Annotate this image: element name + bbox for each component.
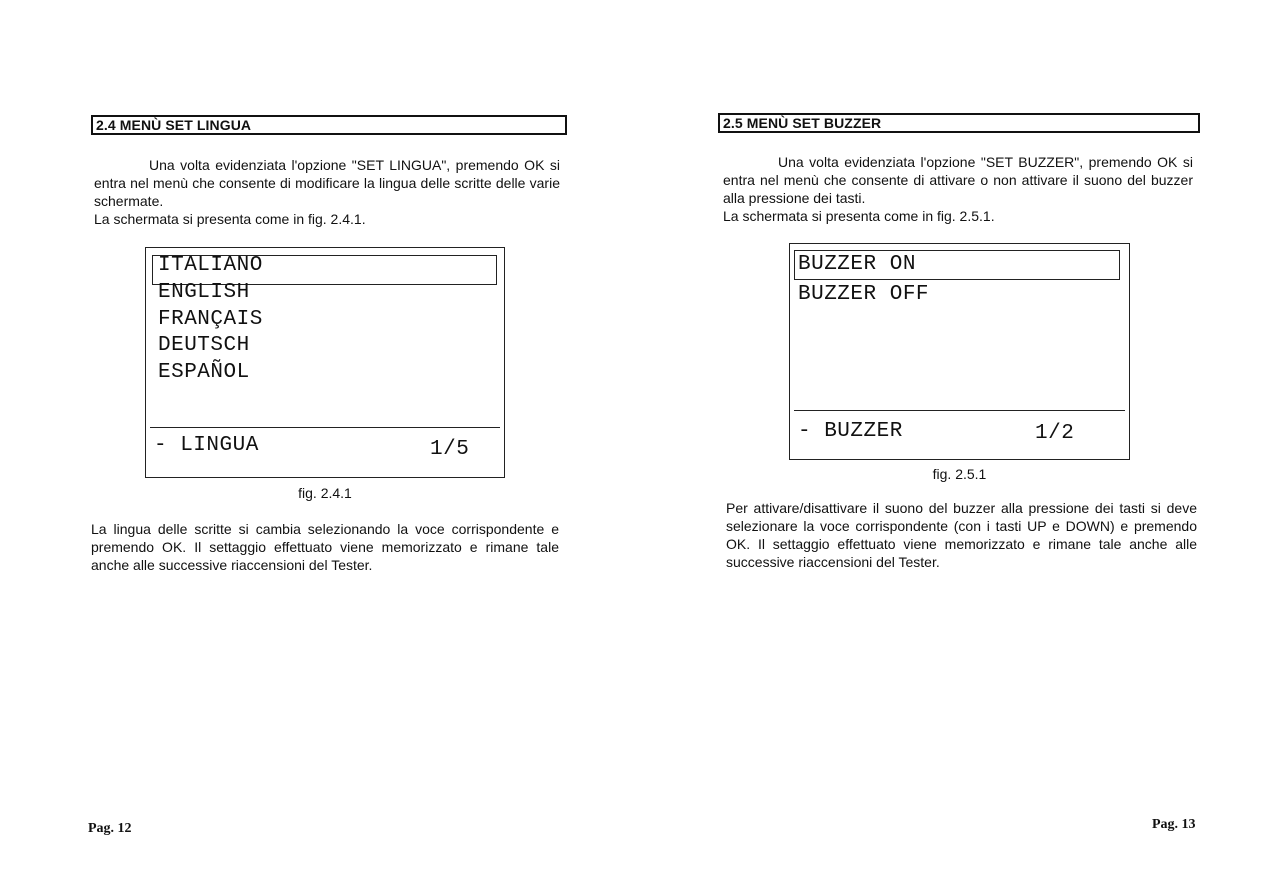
menu-item-francais[interactable]: FRANÇAIS [158,308,263,331]
menu-item-deutsch[interactable]: DEUTSCH [158,334,250,357]
lcd-separator [150,427,500,428]
intro-text: Una volta evidenziata l'opzione "SET LINGUA", premendo OK si entra nel menù che consente di modificare la lingua delle scritte delle varie schermate. [94,157,560,209]
menu-item-buzzer-on[interactable]: BUZZER ON [798,253,916,276]
menu-item-buzzer-off[interactable]: BUZZER OFF [798,283,930,306]
intro-paragraph [723,153,1193,225]
body-paragraph [91,520,559,574]
menu-item-espanol[interactable]: ESPAÑOL [158,361,250,384]
lcd-screen-buzzer [789,243,1130,460]
left-page [0,0,632,880]
intro-text: Una volta evidenziata l'opzione "SET BUZZER", premendo OK si entra nel menù che consente di attivare o non attivare il suono del buzzer alla pressione dei tasti. [723,154,1193,206]
lcd-footer-label: - BUZZER [798,420,903,443]
lcd-page-indicator: 1/5 [430,438,470,461]
lcd-screen-lingua [145,247,505,478]
body-text: La lingua delle scritte si cambia selezionando la voce corrispondente e premendo OK. Il settaggio effettuato viene memorizzato e rimane tale anche alle successive riaccensioni del Tester. [91,521,559,573]
figure-caption: fig. 2.5.1 [932,466,987,482]
body-text: Per attivare/disattivare il suono del buzzer alla pressione dei tasti si deve selezionare la voce corrispondente (con i tasti UP e DOWN) e premendo OK. Il settaggio effettuato viene memorizzato e rimane tale anche alle successive riaccensioni del Tester. [726,500,1197,570]
page-number: Pag. 13 [1152,817,1196,832]
lcd-footer-label: - LINGUA [154,434,259,457]
section-title-set-buzzer: 2.5 MENÙ SET BUZZER [718,113,1200,133]
intro-paragraph [94,156,560,228]
lcd-page-indicator: 1/2 [1035,422,1075,445]
section-title-set-lingua: 2.4 MENÙ SET LINGUA [91,115,567,135]
menu-item-italiano[interactable]: ITALIANO [158,254,263,277]
page-number: Pag. 12 [88,821,132,836]
lcd-separator [794,410,1125,411]
intro-figure-reference: La schermata si presenta come in fig. 2.4.1. [94,211,366,227]
intro-figure-reference: La schermata si presenta come in fig. 2.5.1. [723,208,995,224]
figure-caption: fig. 2.4.1 [298,485,352,501]
body-paragraph [726,499,1197,571]
right-page [632,0,1265,880]
menu-item-english[interactable]: ENGLISH [158,281,250,304]
